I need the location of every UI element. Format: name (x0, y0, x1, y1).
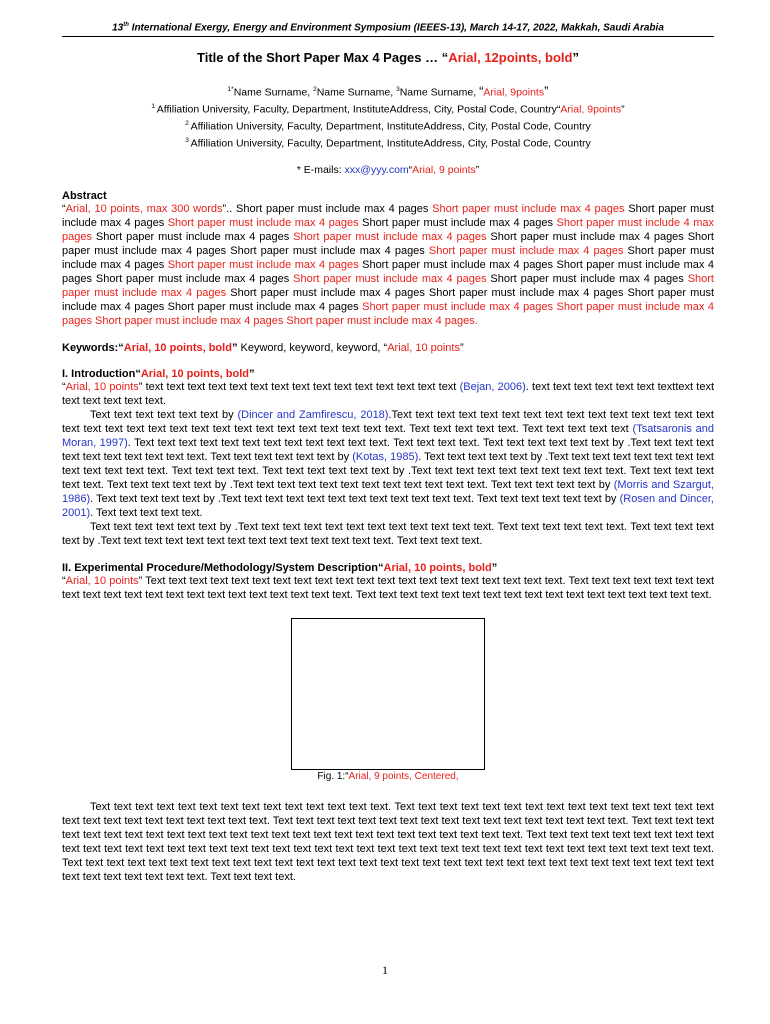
format-note: Arial, 10 points, bold (383, 562, 492, 575)
text-segment: Affiliation University, Faculty, Department, InstituteAddress, City, Postal Code, Country“ (156, 103, 561, 116)
text-segment: Keyword, keyword, keyword, “ (237, 342, 388, 355)
affiliation-1 (62, 100, 714, 117)
format-note: Arial, 10 points, bold (140, 368, 250, 381)
authors-block (62, 83, 714, 151)
final-paragraph (62, 800, 714, 884)
text-segment: Short paper must include max 4 pages Short paper must include max 4 pages Short paper must include max 4 pages (62, 259, 714, 286)
text-segment: Short paper must include max 4 pages Short paper must include max 4 pages Short paper must include max 4 pages (62, 231, 714, 258)
text-segment: “ (62, 203, 66, 216)
methods-heading (62, 562, 714, 574)
text-segment: Name Surname, (233, 86, 314, 99)
text-segment: ” Text text text text text text text text text text text text text text text text text text text text. Text text text text text text text text text text text text text text text text text text text text text. Text text text text text text text text text text text text text text text text text. (62, 575, 715, 602)
text-segment: “ (479, 83, 484, 99)
format-note: Arial, 10 points (65, 381, 139, 394)
title-text: Title of the Short Paper Max 4 Pages … “ (197, 50, 449, 66)
text-segment: * E-mails: (296, 164, 345, 177)
text-segment: ” (459, 342, 464, 355)
text-segment: ” text text text text text text text text text text text text text text text (138, 381, 460, 394)
citation-link: (Morris and Szargut, 1986) (62, 479, 714, 506)
citation-link: (Bejan, 2006) (459, 381, 526, 394)
text-segment: Short paper must include max 4 pages (62, 203, 714, 230)
text-segment: Keywords:“ (62, 342, 124, 355)
superscript: 2 (185, 120, 191, 128)
text-segment: . Text text text text text. (90, 507, 203, 520)
text-segment: . Text text text text text by .Text text text text text text text text text text text text text. Text text text text. Text text text text text text by .Text text text text text text text text text text. Text text text text text text. Text text text text text by .Text text text text text text text text text text text text. Text text text text text by (62, 451, 714, 492)
text-segment: “ (62, 381, 66, 394)
superscript: 3 (396, 86, 400, 94)
format-note: Short paper must include max 4 pages (428, 245, 624, 258)
conference-header (62, 22, 714, 37)
text-segment: ” (621, 103, 625, 116)
format-note: Arial, 10 points, max 300 words (65, 203, 223, 216)
paper-title (62, 50, 714, 65)
figure (62, 618, 714, 782)
text-segment: ” (249, 368, 255, 381)
format-note: Short paper must include max 4 pages (293, 273, 487, 286)
format-note: Short paper must include max 4 pages (167, 217, 359, 230)
methods-paragraph-1 (62, 574, 714, 602)
citation-link: (Dincer and Zamfirescu, 2018) (237, 409, 389, 422)
format-note: Arial, 9points (560, 103, 622, 116)
figure-caption (62, 771, 714, 782)
text-segment: Affiliation University, Faculty, Department, InstituteAddress, City, Postal Code, Country (190, 120, 591, 133)
introduction-heading (62, 368, 714, 380)
format-note: Arial, 9 points (412, 164, 476, 177)
emails-line (62, 164, 714, 176)
format-note: Arial, 10 points (65, 575, 139, 588)
text-segment: . Text text text text text text text text text text text text. Text text text text. Text text text text text text by .Text text text text text text text text text text text. Text text text text text text by (62, 437, 714, 464)
text-segment: Text text text text text text text text text text text text text text. Text text text text text text text text text text text text text text text text text text text text text text text text text. Text text text text text text text text text text text text text text text text text. Text text text text text text text text text text text text text text text text text text text text text text text text text text. Text text text text text text text text text text text text text text text text text text text text text text text text text text text text text text text text text text text text text text text text. Text text text text text text text text text text text text text text text text text text text text text text text text text text text text text text text text text text text text text text. Text text text text. (62, 801, 714, 884)
format-note: Short paper must include max 4 pages (432, 203, 625, 216)
format-note: Arial, 9 points, Centered, (348, 771, 459, 783)
text-segment: Text text text text text text by (90, 409, 238, 422)
citation-link: (Kotas, 1985) (352, 451, 419, 464)
text-segment: . text text text text text text texttext text text text text text text. (62, 381, 715, 408)
format-note: Short paper must include max 4 pages Short paper must include max 4 pages Short paper must include max 4 pages Short paper must include max 4 pages. (62, 301, 714, 328)
text-segment: ” (475, 164, 480, 177)
text-segment: Fig. 1:“ (317, 771, 349, 783)
format-note: Arial, 10 points (387, 342, 460, 355)
document-page (62, 22, 714, 884)
text-segment: Short paper must include max 4 pages (62, 245, 715, 272)
text-segment: Short paper must include max 4 pages Short paper must include max 4 pages Short paper must include max 4 pages Short paper must include max 4 pages (62, 287, 714, 314)
affiliation-2 (62, 117, 714, 134)
citation-link: (Tsatsaronis and Moran, 1997) (62, 423, 714, 450)
text-segment: II. Experimental Procedure/Methodology/System Description“ (62, 562, 384, 575)
figure-placeholder-box (291, 618, 485, 770)
format-note: Arial, 9points (483, 86, 545, 99)
introduction-paragraph-3 (62, 520, 714, 548)
format-note: Short paper must include max 4 pages (167, 259, 359, 272)
header-superscript: th (123, 22, 129, 28)
text-segment: Text text text text text text by .Text text text text text text text text text text text text. Text text text text text text. Text text text text text by .Text text text text text text text text text text text text text text. Text text text text. (62, 521, 714, 548)
text-segment: “ (408, 164, 413, 177)
text-segment: Short paper must include max 4 pages (91, 231, 294, 244)
superscript: 1* (227, 86, 234, 94)
citation-link: (Rosen and Dincer, 2001) (62, 493, 714, 520)
text-segment: Name Surname, (316, 86, 397, 99)
title-quote-end: ” (572, 50, 579, 66)
text-segment: ” (491, 562, 498, 575)
text-segment: “ (62, 575, 66, 588)
citation-link: xxx@yyy.com (344, 164, 409, 177)
text-segment: Name Surname, (399, 86, 480, 99)
text-segment: Short paper must include max 4 pages (358, 217, 557, 230)
format-note: Arial, 10 points, bold (123, 342, 232, 355)
superscript: 2 (313, 86, 317, 94)
header-text: 13 (112, 22, 124, 34)
affiliation-3 (62, 134, 714, 151)
text-segment: I. Introduction“ (62, 368, 141, 381)
title-format-note: Arial, 12points, bold (448, 50, 573, 66)
text-segment: ” (544, 83, 549, 99)
abstract-body (62, 202, 714, 328)
header-text-rest: International Exergy, Energy and Environment Symposium (IEEES-13), March 14-17, 2022, Makkah, Saudi Arabia (128, 22, 664, 34)
superscript: 3 (185, 137, 191, 145)
abstract-heading: Abstract (62, 190, 107, 203)
introduction-paragraph-2 (62, 408, 714, 520)
text-segment: .Text text text text text text text text text text text text text text text text text text text text text text text text text text text text text text text. Text text text text text. Text text text text text (62, 409, 714, 436)
text-segment: Short paper must include max 4 pages (486, 273, 688, 286)
superscript: 1 (151, 103, 157, 111)
text-segment: ” (231, 342, 238, 355)
keywords-line (62, 342, 714, 354)
text-segment: ”.. Short paper must include max 4 pages (222, 203, 433, 216)
format-note: Short paper must include max 4 pages (293, 231, 487, 244)
author-names (62, 83, 714, 100)
page-number: 1 (382, 963, 388, 977)
text-segment: Affiliation University, Faculty, Department, InstituteAddress, City, Postal Code, Country (190, 137, 591, 150)
format-note: Short paper must include max 4 pages (62, 273, 714, 300)
text-segment: . Text text text text text by .Text text text text text text text text text text text text. Text text text text text text by (90, 493, 620, 506)
format-note: Short paper must include 4 max pages (62, 217, 714, 244)
introduction-paragraph-1 (62, 380, 714, 408)
